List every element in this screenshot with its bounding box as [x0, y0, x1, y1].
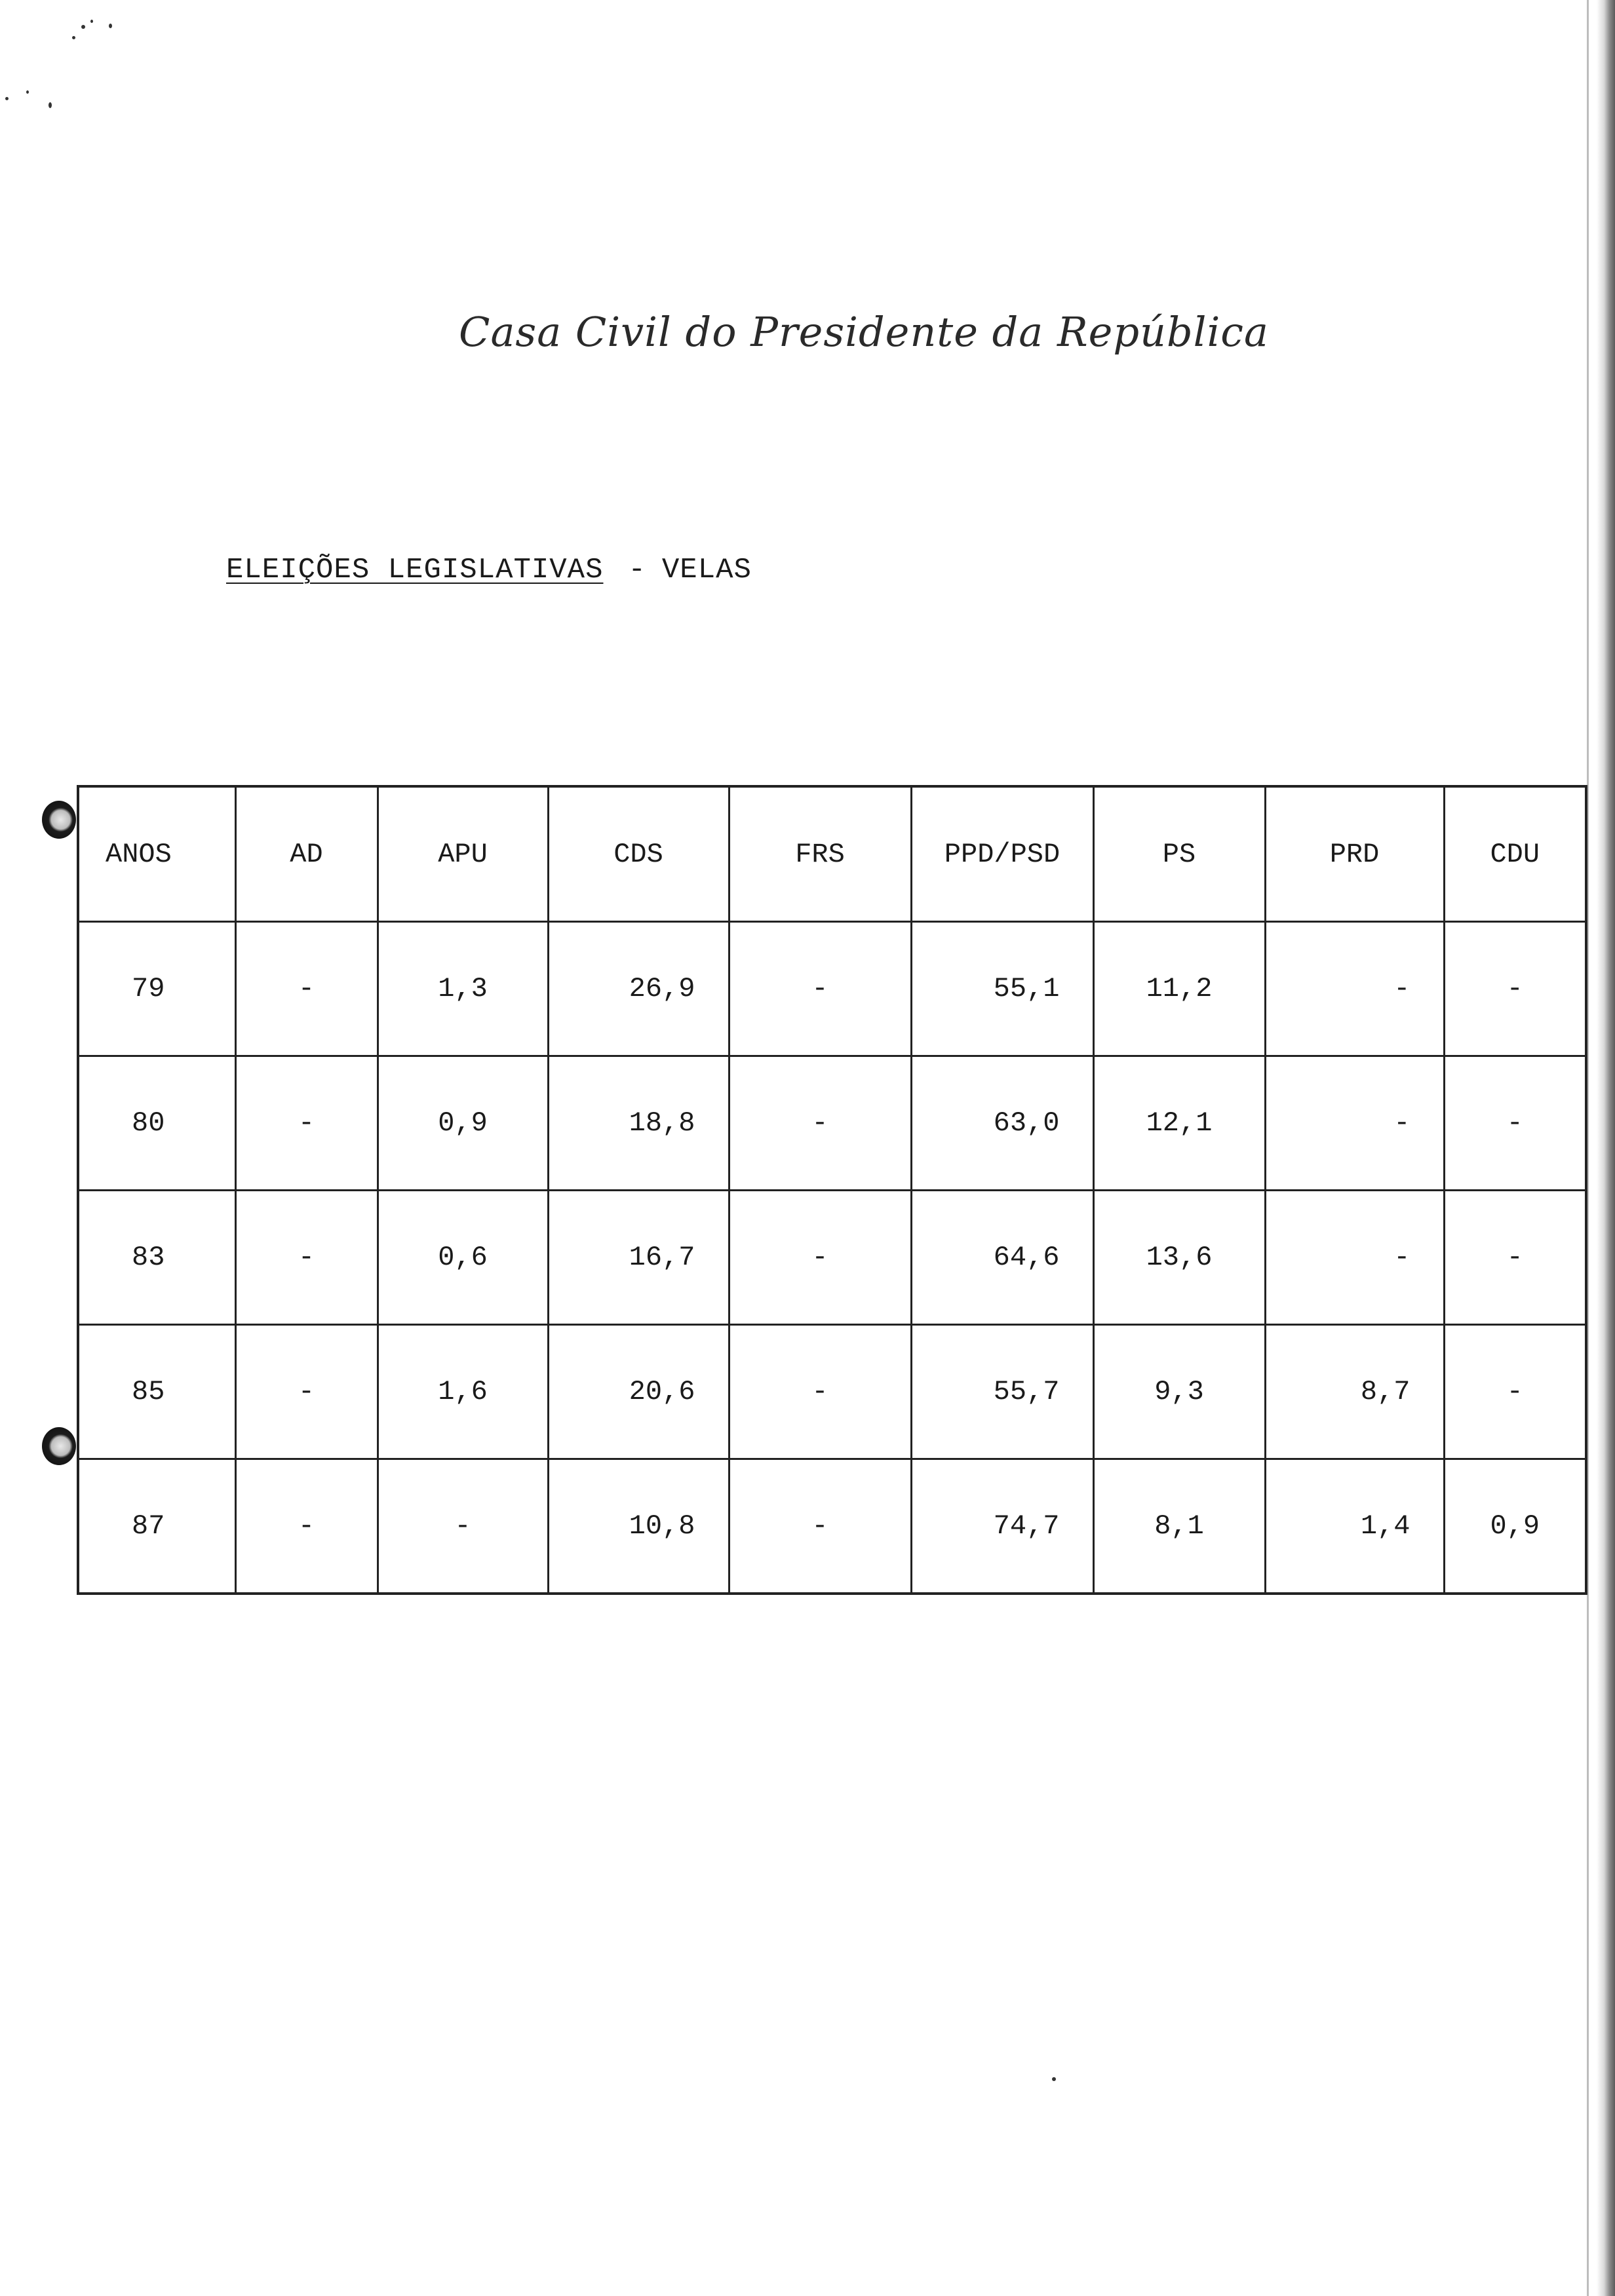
header-ppd-psd: PPD/PSD	[911, 786, 1093, 922]
cell-ad: -	[235, 922, 378, 1056]
scan-speck	[90, 20, 93, 23]
cell-cdu: -	[1444, 1325, 1586, 1459]
cell-prd: -	[1265, 1056, 1444, 1191]
cell-cdu: 0,9	[1444, 1459, 1586, 1594]
cell-ad: -	[235, 1325, 378, 1459]
cell-apu: 0,6	[378, 1191, 548, 1325]
cell-ppd-psd: 55,1	[911, 922, 1093, 1056]
cell-frs: -	[729, 1459, 911, 1594]
cell-prd: -	[1265, 922, 1444, 1056]
letterhead: Casa Civil do Presidente da República	[459, 308, 1269, 356]
cell-cdu: -	[1444, 1191, 1586, 1325]
header-frs: FRS	[729, 786, 911, 922]
cell-ad: -	[235, 1191, 378, 1325]
cell-ps: 11,2	[1093, 922, 1265, 1056]
table-row	[78, 1459, 1586, 1594]
cell-cds: 10,8	[548, 1459, 729, 1594]
election-results-table	[77, 785, 1587, 1595]
scan-speck	[72, 36, 75, 39]
document-title	[226, 554, 752, 586]
cell-year: 87	[78, 1459, 235, 1594]
cell-cds: 16,7	[548, 1191, 729, 1325]
cell-ps: 8,1	[1093, 1459, 1265, 1594]
table-row	[78, 922, 1586, 1056]
table-row	[78, 1191, 1586, 1325]
cell-frs: -	[729, 1191, 911, 1325]
cell-frs: -	[729, 922, 911, 1056]
header-apu: APU	[378, 786, 548, 922]
punch-hole-bottom	[42, 1427, 76, 1465]
cell-cds: 18,8	[548, 1056, 729, 1191]
title-main: ELEIÇÕES LEGISLATIVAS	[226, 554, 604, 586]
cell-year: 79	[78, 922, 235, 1056]
cell-apu: 1,3	[378, 922, 548, 1056]
header-prd: PRD	[1265, 786, 1444, 922]
page-edge-shadow	[1597, 0, 1615, 2296]
cell-ps: 9,3	[1093, 1325, 1265, 1459]
punch-hole-top	[42, 801, 76, 839]
cell-ad: -	[235, 1056, 378, 1191]
scan-speck	[26, 90, 29, 94]
cell-ps: 13,6	[1093, 1191, 1265, 1325]
header-ad: AD	[235, 786, 378, 922]
cell-year: 85	[78, 1325, 235, 1459]
cell-cdu: -	[1444, 1056, 1586, 1191]
table-header-row	[78, 786, 1586, 922]
cell-ppd-psd: 55,7	[911, 1325, 1093, 1459]
cell-cdu: -	[1444, 922, 1586, 1056]
header-cds: CDS	[548, 786, 729, 922]
cell-ad: -	[235, 1459, 378, 1594]
scan-speck	[5, 97, 9, 100]
cell-apu: 0,9	[378, 1056, 548, 1191]
cell-apu: -	[378, 1459, 548, 1594]
header-cdu: CDU	[1444, 786, 1586, 922]
scan-speck	[109, 24, 112, 28]
cell-ppd-psd: 64,6	[911, 1191, 1093, 1325]
cell-prd: 1,4	[1265, 1459, 1444, 1594]
scan-speck	[49, 102, 52, 108]
scan-speck	[1052, 2077, 1056, 2081]
cell-ppd-psd: 63,0	[911, 1056, 1093, 1191]
title-separator: -	[628, 554, 646, 586]
scan-speck	[81, 25, 85, 29]
cell-apu: 1,6	[378, 1325, 548, 1459]
cell-year: 80	[78, 1056, 235, 1191]
title-place: VELAS	[661, 554, 752, 586]
cell-cds: 20,6	[548, 1325, 729, 1459]
cell-ps: 12,1	[1093, 1056, 1265, 1191]
cell-prd: 8,7	[1265, 1325, 1444, 1459]
cell-ppd-psd: 74,7	[911, 1459, 1093, 1594]
table-row	[78, 1056, 1586, 1191]
cell-frs: -	[729, 1325, 911, 1459]
cell-year: 83	[78, 1191, 235, 1325]
header-ps: PS	[1093, 786, 1265, 922]
cell-frs: -	[729, 1056, 911, 1191]
cell-cds: 26,9	[548, 922, 729, 1056]
header-anos: ANOS	[78, 786, 235, 922]
table-row	[78, 1325, 1586, 1459]
cell-prd: -	[1265, 1191, 1444, 1325]
